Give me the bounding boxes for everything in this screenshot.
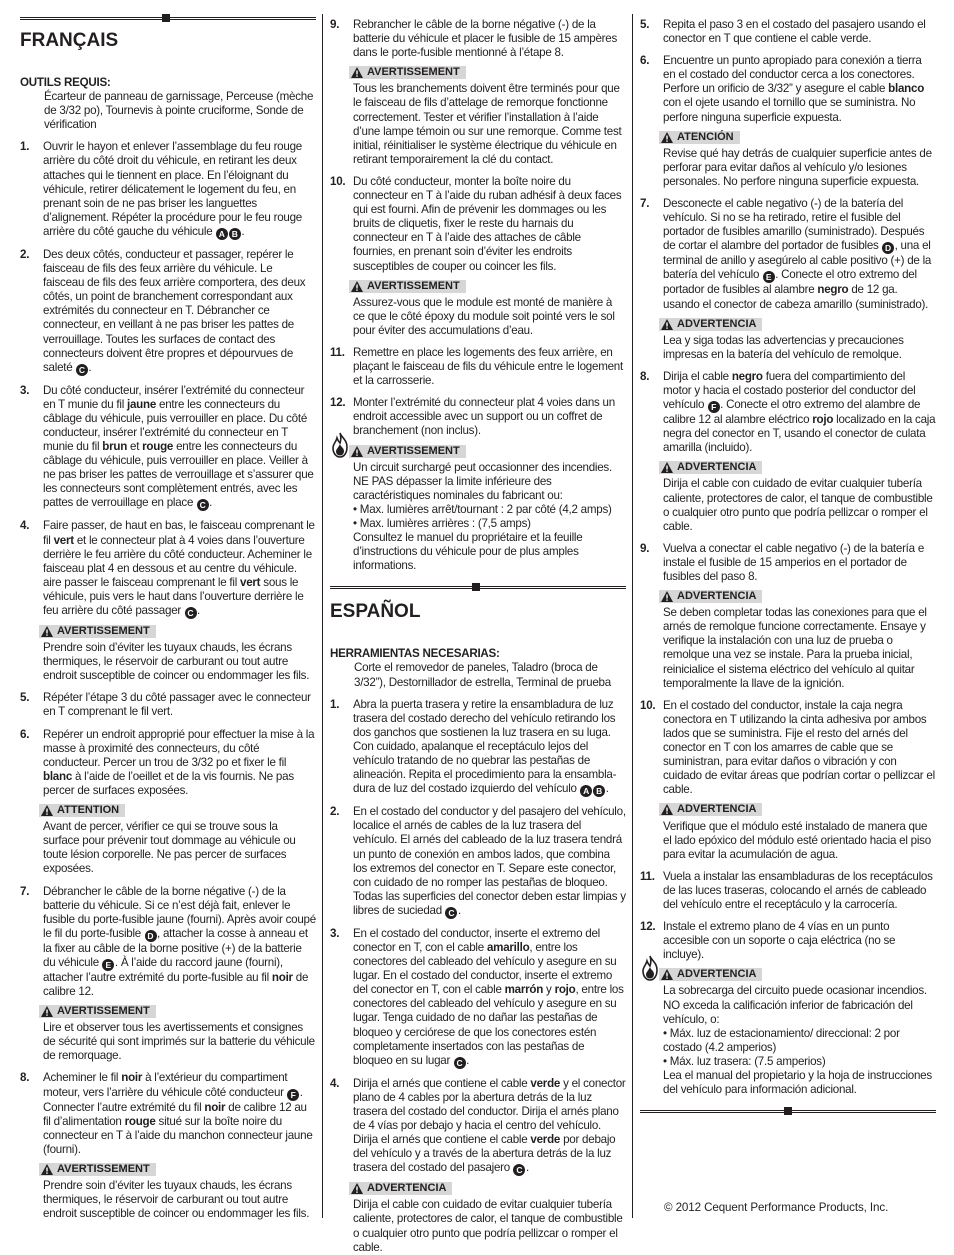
step-text: fuera del compartimiento del motor y hacia el costado posterior del conductor del vehículo	[663, 369, 916, 412]
step-number: 2.	[330, 805, 340, 819]
warning-label: AVERTISSEMENT	[367, 444, 460, 457]
step-text: En el costado del conductor, inserte el extremo del conector en T, con el cable	[353, 926, 600, 954]
step-text: Acheminer le fil	[43, 1071, 122, 1085]
step-text: situé sur la boîte noire du connecteur en T à l’aide du manchon connecteur jaune (fourni).	[43, 1114, 313, 1156]
step-number: 8.	[640, 369, 650, 383]
warning-triangle-icon	[661, 969, 673, 980]
warning-block	[43, 1163, 316, 1221]
warning-tag	[659, 131, 740, 144]
wire-color: blanco	[888, 82, 925, 96]
step-text: entre les connecteurs du câblage du véhicule, puis verrouiller en place. Veiller à ne pas briser les pattes de verrouillage et s’assurer que les connecteurs sont complètement entrés, avec les pattes de verrouillage en place	[43, 440, 314, 510]
warning-text: Lea el manual del propietario y la hoja de instrucciones del vehículo para información adicional.	[663, 1069, 932, 1097]
callout-f-icon: F	[708, 401, 720, 413]
wire-color: noir	[121, 1071, 143, 1085]
wire-color: amarillo	[486, 940, 530, 954]
warning-text: Un circuit surchargé peut occasionner des incendies. NE PAS dépasser la limite inférieure des caractéristiques nominales du fabricant ou:	[353, 460, 612, 502]
step-text: . Connecter l’autre extrémité du fil	[43, 1085, 303, 1114]
step-text: de 12 ga. usando el conector de cabeza amarillo (suministrado).	[663, 283, 929, 311]
warning-block	[663, 590, 936, 691]
step-text: Encuentre un punto apropiado para conexión a tierra en el costado del conductor cerca a los conectores. Perfore un orificio de 3/32” y asegure el cable	[663, 54, 922, 96]
step-number: 5.	[20, 691, 30, 705]
warning-triangle-icon	[41, 805, 53, 816]
step-text: Abra la puerta trasera y retire la ensambladura de luz trasera del costado derecho del vehículo retirando los dos ganchos que sostienen la luz trasera en su luga. Con cuidado, apalanque el receptáculo lejos del vehículo tratando de no quebrar las pestañas de alineación. Repita el procedimiento para la ensambla-dura de luz del costado izquierdo del vehículo	[353, 697, 617, 796]
warning-label: ADVERTENCIA	[677, 803, 757, 816]
wire-color: noir	[204, 1100, 226, 1114]
wire-color: verde	[530, 1133, 561, 1147]
warning-text: Revise qué hay detrás de cualquier superficie antes de perforar para evitar daños al vehículo y/o lesiones personales. No perfore ninguna superficie expuesta.	[663, 146, 932, 188]
warning-label: ADVERTENCIA	[367, 1182, 447, 1195]
warning-triangle-icon	[351, 446, 363, 457]
column-divider-2	[632, 14, 633, 1218]
warning-tag	[349, 445, 466, 458]
spanish-heading: ESPAÑOL	[330, 601, 421, 623]
warning-text: Prendre soin d’éviter les tuyaux chauds, les écrans thermiques, le réservoir de carburant ou tout autre endroit susceptible de coincer ou endommager les fils.	[43, 641, 310, 683]
attention-block	[43, 804, 316, 876]
step-text: Desconecte el cable negativo (-) de la batería del vehículo. Si no se ha retirado, retire el fusible del portador de fusibles amarillo (suministrado). Después de cortar el alambre del portador de fusibles	[663, 197, 925, 253]
paso-3: 3. En el costado del conductor, inserte el extremo del conector en T, con el cable amarillo, entre los conectores del cableado del vehículo y asegure en su lugar. En el costado del conductor, inserte el extremo del conector en T, con el cable marrón y rojo, entre los conectores del cableado del vehículo y asegure en su lugar. Tenga cuidado de no dañar las pestañas de bloqueo y cerciórese de que los conectores estén completamente insertados con las pestañas de bloqueo en su lugar C .	[330, 926, 624, 1068]
warning-triangle-icon	[41, 1164, 53, 1175]
warning-triangle-icon	[351, 1183, 363, 1194]
callout-a-icon: A	[580, 785, 592, 797]
callout-b-icon: B	[229, 228, 241, 240]
copyright: © 2012 Cequent Performance Products, Inc.	[664, 1200, 889, 1214]
paso-11	[640, 870, 936, 912]
step-number: 12.	[330, 396, 346, 410]
warning-triangle-icon	[661, 591, 673, 602]
warning-text: Tous les branchements doivent être terminés pour que le faisceau de fils d’attelage de remorque fonctionne correctement. Tester et vérifier l’installation à l’aide d’une lampe témoin ou sur une remorque. Comme test initial, réinitialiser le système électrique du véhicule en retirant temporairement la clé du contact.	[353, 82, 622, 166]
warning-tag	[39, 625, 156, 638]
step-text: Remettre en place les logements des feux arrière, en plaçant le faisceau de fils du véhicule entre le logement et la carrosserie.	[353, 345, 623, 388]
callout-f-icon: F	[287, 1089, 299, 1101]
warning-triangle-icon	[41, 626, 53, 637]
step-number: 3.	[20, 383, 30, 397]
warning-tag	[659, 318, 762, 331]
step-number: 7.	[20, 884, 30, 898]
step-text: Rebrancher le câble de la borne négative (-) de la batterie du véhicule et placer le fusible de 15 ampères dans le porte-fusible mentionné à l’étape 8.	[353, 18, 618, 60]
warning-block	[353, 66, 626, 167]
warning-label: ADVERTENCIA	[677, 968, 757, 981]
warning-label: AVERTISSEMENT	[57, 1005, 150, 1018]
warning-bullet: • Max. lumières arrêt/tournant : 2 par côté (4,2 amps)	[353, 502, 612, 516]
fire-warning-block	[353, 445, 626, 574]
warning-label: AVERTISSEMENT	[57, 625, 150, 637]
step-number: 10.	[640, 698, 656, 712]
warning-bullet: • Máx. luz de estacionamiento/ direccional: 2 por costado (4.2 amperios)	[663, 1026, 900, 1054]
warning-tag	[39, 1005, 156, 1018]
wire-color: verde	[530, 1076, 561, 1090]
warning-tag	[39, 1163, 156, 1176]
wire-color: rouge	[142, 440, 174, 454]
step-text: à l’aide de l’oeillet et de la vis fournis. Ne pas percer de surfaces exposées.	[43, 769, 294, 797]
step-text: Monter l’extrémité du connecteur plat 4 voies dans un endroit accessible avec un support ou un coffret de branchement (non inclus).	[353, 396, 615, 438]
step-text: . Conecte el otro extremo del alambre de calibre 12 al alambre eléctrico	[663, 398, 921, 427]
step-4: 4. Faire passer, de haut en bas, le faisceau comprenant le fil vert et le connecteur plat à 4 voies dans l’ouverture derrière le feu arrière du côté conducteur. Acheminer le faisceau plat 4 en dessous et au centre du véhicule. aire passer le faisceau comprenant le fil vert sous le véhicule, puis vers le haut dans l’ouverture derrière le feu arrière du côté passager C . AVERTISSEMENT Prendre soin d’éviter les tuyaux chauds, les écrans thermiques, le réservoir de carburant ou tout autre endroit susceptible de coincer ou endommager les fils.	[20, 519, 315, 683]
section-rule	[330, 583, 626, 591]
step-text: con el ojete usando el tornillo que se suministra. No perfore ninguna superficie expuesta.	[663, 96, 916, 124]
warning-block	[663, 803, 936, 861]
fire-hazard-icon	[329, 431, 351, 461]
warning-bullet: • Max. lumières arrières : (7,5 amps)	[353, 517, 531, 530]
warning-text: Dirija el cable con cuidado de evitar cualquier tubería caliente, protectores de calor, el tanque de combustible o cualquier otro punto que podría pellizcar o romper el cable.	[663, 477, 933, 533]
step-text: Repérer un endroit approprié pour effectuer la mise à la masse à proximité des connecteurs, du côté conducteur. Percer un trou de 3/32 po et fixer le fil	[43, 727, 315, 769]
step-text: entre les connecteurs du câblage du véhicule, puis verrouiller en place. Du côté conducteur, insérer l’extrémité du connecteur en T munie du fil	[43, 397, 308, 454]
warning-tag	[39, 804, 125, 817]
step-text: Dirija el cable	[663, 369, 732, 383]
warning-triangle-icon	[661, 462, 673, 473]
wire-color: marrón	[504, 983, 544, 997]
warning-block	[43, 625, 316, 683]
french-column	[20, 14, 316, 1225]
warning-text: Assurez-vous que le module est monté de manière à ce que le côté époxy du module soit pointé vers le sol pour éviter des accumulations d’eau.	[353, 295, 615, 337]
step-text: En el costado del conductor y del pasajero del vehículo, localice el arnés de cables de la luz trasera del vehículo. El arnés del cableado de la luz trasera tendrá un punto de conexión en ambos lados, que combina los extremos del conector en T. Separe este conector, con cuidado de no romper las pestañas de bloqueo. Todas las superficies del conector deben estar limpias y libres de suciedad	[353, 805, 626, 917]
step-number: 6.	[20, 727, 30, 741]
step-7	[20, 885, 316, 1064]
fire-hazard-icon	[639, 954, 661, 984]
callout-c-icon: C	[185, 607, 197, 619]
warning-tag	[659, 590, 762, 603]
warning-label: AVERTISSEMENT	[57, 1162, 150, 1175]
warning-label: ATTENTION	[57, 804, 120, 817]
wire-color: negro	[731, 369, 763, 383]
warning-block	[353, 280, 626, 338]
step-8	[20, 1071, 316, 1221]
warning-label: ATENCIÓN	[677, 130, 734, 143]
paso-5	[640, 18, 936, 46]
wire-color: vert	[53, 533, 74, 547]
wire-color: blanc	[43, 769, 73, 783]
step-number: 8.	[20, 1071, 30, 1085]
step-5	[20, 691, 316, 719]
warning-label: AVERTISSEMENT	[367, 66, 460, 79]
step-text: localizado en la caja negra del conector en T, usando el conector de culata amarilla (incluido).	[663, 413, 936, 455]
step-2: 2. Des deux côtés, conducteur et passager, repérer le faisceau de fils des feux arrière du véhicule. Le faisceau de fils des feux arrière comportera, des deux côtés, un point de branchement correspondant aux extrémités du connecteur en T. Débrancher ce connecteur, en veillant à ne pas briser les pattes de verrouillage. Toutes les surfaces de contact des connecteurs doivent être propres et dépourvues de saleté C .	[20, 247, 306, 375]
step-number: 3.	[330, 926, 340, 940]
step-text: Instale el extremo plano de 4 vías en un punto accesible con un soporte o caja eléctrica (no se incluye).	[663, 920, 896, 962]
warning-block	[353, 1182, 626, 1254]
warning-text: Avant de percer, vérifier ce qui se trouve sous la surface pour prévenir tout dommage au véhicule ou toute lésion corporelle. Ne pas percer de surfaces exposées.	[43, 820, 296, 876]
step-10	[330, 175, 626, 338]
step-text: , entre los conectores del cableado del vehículo y asegure en su lugar. Tenga cuidado de no dañar las pestañas de bloqueo y cerciórese de que los conectores estén completamente insertados con las pestañas de bloqueo en su lugar	[353, 983, 624, 1067]
step-text: Repita el paso 3 en el costado del pasajero usando el conector en T que contiene el cable verde.	[663, 18, 926, 46]
column-divider-1	[322, 14, 323, 1218]
french-heading: FRANÇAIS	[20, 30, 119, 51]
wire-color: negro	[817, 283, 849, 297]
attention-block	[663, 131, 936, 189]
paso-2: 2. En el costado del conductor y del pasajero del vehículo, localice el arnés de cables de la luz trasera del vehículo. El arnés del cableado de la luz trasera tendrá un punto de conexión en ambos lados, que combina los extremos del conector en T. Separe este conector, con cuidado de no romper las pestañas de bloqueo. Todas las superficies del conector deben estar limpias y libres de suciedad C .	[330, 805, 626, 918]
callout-a-icon: A	[216, 228, 228, 240]
warning-text: Verifique que el módulo esté instalado de manera que el lado epóxico del módulo esté orientado hacia el piso para evitar la acumulación de agua.	[663, 819, 931, 861]
step-text: , entre los conectores del cableado del vehículo y asegure en su lugar. En el costado del conductor, inserte el extremo del conector en T, con el cable	[353, 940, 617, 997]
paso-12	[640, 920, 936, 1097]
warning-text: La sobrecarga del circuito puede ocasionar incendios. NO exceda la calificación inferior de fabricación del vehículo, o:	[663, 984, 927, 1026]
callout-d-icon: D	[145, 930, 157, 942]
step-text: Vuela a instalar las ensambladuras de los receptáculos de las luces traseras, colocando el arnés de cableado del vehículo entre el receptáculo y la carrocería.	[663, 869, 933, 911]
step-text: et	[127, 440, 143, 454]
step-6	[20, 728, 316, 877]
step-number: 11.	[640, 869, 655, 883]
step-text: de calibre 12 au fil d’alimentation	[43, 1100, 307, 1128]
step-number: 12.	[640, 920, 656, 934]
warning-triangle-icon	[351, 67, 363, 78]
warning-bullet: • Máx. luz trasera: (7.5 amperios)	[663, 1054, 826, 1068]
paso-6	[640, 54, 936, 189]
step-text: à l’extérieur du compartiment moteur, vers l’arrière du véhicule côté conducteur	[43, 1071, 288, 1099]
wire-color: brun	[102, 440, 128, 454]
warning-tag	[349, 1182, 452, 1195]
middle-column	[330, 14, 626, 1254]
warning-text: Consultez le manuel du propriétaire et la feuille d’instructions du véhicule pour de plus amples informations.	[353, 531, 583, 573]
step-number: 1.	[20, 140, 30, 154]
step-text: , una el terminal de anillo y asegúrelo al cable positivo (+) de la batería del vehículo	[663, 239, 932, 282]
warning-block	[43, 1005, 316, 1063]
step-number: 5.	[640, 18, 650, 31]
step-text: Dirija el arnés que contiene el cable	[353, 1076, 531, 1090]
warning-label: ADVERTENCIA	[677, 317, 757, 330]
step-number: 4.	[20, 519, 30, 533]
step-text: Du côté conducteur, monter la boîte noire du connecteur en T à l’aide du ruban adhésif à deux faces qui est fourni. Afin de prévenir les dommages ou les bruits de cliquetis, fixer le reste du harnais du connecteur en T à l’aide des attaches de câble fournies, en prenant soin d’éviter les endroits susceptibles de couper ou coincer les fils.	[353, 174, 622, 273]
warning-block	[663, 318, 936, 362]
warning-label: ADVERTENCIA	[677, 590, 757, 603]
callout-c-icon: C	[454, 1057, 466, 1069]
step-text: Du côté conducteur, insérer l’extrémité du connecteur en T munie du fil	[43, 383, 305, 411]
step-text: sous le véhicule, puis vers le haut dans l’ouverture derrière le feu arrière du côté passager	[43, 575, 304, 617]
paso-7	[640, 197, 936, 362]
step-number: 7.	[640, 197, 650, 211]
wire-color: vert	[240, 575, 261, 589]
section-rule	[20, 14, 316, 22]
wire-color: jaune	[127, 397, 157, 411]
step-text: de calibre 12.	[43, 970, 309, 998]
step-text: y el conector plano de 4 cables por la abertura detrás de la luz trasera del costado del conductor. Dirija el arnés plano de 4 vías por debajo y hacia el centro del vehículo. Dirija el arnés que contiene el cable	[353, 1076, 626, 1147]
wire-color: rouge	[124, 1114, 156, 1128]
warning-tag	[659, 461, 762, 474]
callout-c-icon: C	[513, 1164, 525, 1176]
callout-e-icon: E	[763, 271, 775, 283]
step-number: 2.	[20, 247, 30, 261]
warning-tag	[659, 968, 762, 981]
right-column	[640, 14, 936, 1225]
warning-block	[663, 461, 936, 533]
callout-c-icon: C	[197, 499, 209, 511]
step-text: Ouvrir le hayon et enlever l’assemblage du feu rouge arrière du côté droit du véhicule, en retirant les deux attaches qui le tiennent en place. En l’éloignant du véhicule, retirer délicatement le logement du feu, en prenant soin de ne pas briser les languettes d’alignement. Répéter la procédure pour le feu rouge arrière du côté gauche du véhicule	[43, 140, 302, 238]
warning-text: Dirija el cable con cuidado de evitar cualquier tubería caliente, protectores de calor, el tanque de combustible o cualquier otro punto que podría pellizcar o romper el cable.	[353, 1198, 623, 1254]
warning-triangle-icon	[41, 1006, 53, 1017]
step-text: En el costado del conductor, instale la caja negra conectora en T utilizando la cinta adhesiva por ambos lados que se suministra. Fije el resto del arnés del conector en T con los amarres de cable que se suministran, para evitar daños o vibración y con cuidado de evitar áreas que podrían cortar o pellizcar el cable.	[663, 698, 935, 797]
tools-text: Écarteur de panneau de garnissage, Perceuse (mèche de 3/32 po), Tournevis à pointe cruciforme, Sonde de vérification	[44, 90, 314, 132]
step-text: Débrancher le câble de la borne négative (-) de la batterie du véhicule. Si ce n’est déjà fait, enlever le fusible du porte-fusible jaune (fourni). Après avoir coupé le fil du porte-fusible	[43, 884, 316, 940]
step-text: Vuelva a conectar el cable negativo (-) de la batería e instale el fusible de 15 amperios en el portador de fusibles del paso 8.	[663, 541, 925, 583]
warning-text: Lea y siga todas las advertencias y precauciones impresas en la batería del vehículo de remolque.	[663, 333, 904, 361]
step-number: 9.	[640, 541, 650, 555]
warning-triangle-icon	[661, 319, 673, 330]
step-3: 3. Du côté conducteur, insérer l’extrémité du connecteur en T munie du fil jaune entre les connecteurs du câblage du véhicule, puis verrouiller en place. Du côté conducteur, insérer l’extrémité du connecteur en T munie du fil brun et rouge entre les connecteurs du câblage du véhicule, puis verrouiller en place. Veiller à ne pas briser les pattes de verrouillage et s’assurer que les connecteurs sont complètement entrés, avec les pattes de verrouillage en place C .	[20, 383, 314, 511]
wire-color: rojo	[812, 413, 834, 427]
step-number: 4.	[330, 1076, 340, 1090]
step-1: 1. Ouvrir le hayon et enlever l’assemblage du feu rouge arrière du côté droit du véhicule, en retirant les deux attaches qui le tiennent en place. En l’éloignant du véhicule, retirer délicatement le logement du feu, en prenant soin de ne pas briser les languettes d’alignement. Répéter la procédure pour le feu rouge arrière du côté gauche du véhicule A B .	[20, 140, 302, 239]
step-text: por debajo del vehículo y a través de la abertura detrás de la luz trasera del costado del pasajero	[353, 1133, 616, 1175]
wire-color: rojo	[554, 983, 576, 997]
warning-triangle-icon	[661, 132, 673, 143]
callout-c-icon: C	[445, 907, 457, 919]
tools-label: HERRAMIENTAS NECESARIAS:	[330, 647, 500, 661]
step-text: et le connecteur plat à 4 voies dans l’ouverture derrière le feu arrière du côté conducteur. Acheminer le faisceau plat 4 en dessous et au centre du véhicule. aire passer le faisceau comprenant le fil	[43, 533, 312, 589]
step-number: 9.	[330, 18, 340, 31]
paso-10	[640, 699, 936, 862]
warning-tag	[659, 803, 762, 816]
warning-tag	[349, 66, 466, 79]
step-9	[330, 18, 626, 167]
tools-text: Corte el removedor de paneles, Taladro (broca de 3/32”), Destornillador de estrella, Terminal de prueba	[354, 661, 611, 689]
warning-label: ADVERTENCIA	[677, 461, 757, 474]
step-number: 11.	[330, 345, 345, 359]
paso-9	[640, 542, 936, 691]
callout-b-icon: B	[593, 785, 605, 797]
fire-warning-block	[663, 968, 936, 1097]
wire-color: noir	[271, 970, 293, 984]
warning-label: AVERTISSEMENT	[367, 279, 460, 292]
step-text: Répéter l’étape 3 du côté passager avec le connecteur en T comprenant le fil vert.	[43, 691, 311, 719]
paso-1: 1. Abra la puerta trasera y retire la ensambladura de luz trasera del costado derecho del vehículo retirando los dos ganchos que sostienen la luz trasera en su luga. Con cuidado, apalanque el receptáculo lejos del vehículo tratando de no quebrar las pestañas de alineación. Repita el procedimiento para la ensambla-dura de luz del costado izquierdo del vehículo A B .	[330, 697, 617, 797]
warning-tag	[349, 280, 466, 293]
warning-text: Lire et observer tous les avertissements et consignes de sécurité qui sont imprimés sur la batterie du véhicule de remorquage.	[43, 1021, 315, 1063]
step-text: . À l’aide du raccord jaune (fourni), attacher l’autre extrémité du porte-fusible au fil	[43, 955, 283, 984]
step-number: 6.	[640, 54, 650, 68]
warning-triangle-icon	[661, 804, 673, 815]
callout-d-icon: D	[882, 242, 894, 254]
step-text: , attacher la cosse à anneau et la fixer au câble de la borne positive (+) de la batterie du véhicule	[43, 926, 308, 969]
warning-text: Se deben completar todas las conexiones para que el arnés de remolque funcione correctamente. Ensaye y verifique la instalación con una luz de prueba o remolque una vez se instale. Para la prueba inicial, reinicialice el sistema eléctrico del vehículo al quitar temporalmente la llave de la ignición.	[663, 606, 927, 690]
warning-triangle-icon	[351, 281, 363, 292]
tools-label: OUTILS REQUIS:	[20, 76, 111, 89]
warning-text: Prendre soin d’éviter les tuyaux chauds, les écrans thermiques, le réservoir de carburant ou tout autre endroit susceptible de coincer ou endommager les fils.	[43, 1179, 310, 1221]
step-text: y	[543, 983, 555, 997]
callout-e-icon: E	[102, 959, 114, 971]
callout-c-icon: C	[76, 364, 88, 376]
paso-4: 4. Dirija el arnés que contiene el cable verde y el conector plano de 4 cables por la abertura detrás de la luz trasera del costado del conductor. Dirija el arnés plano de 4 vías por debajo y hacia el centro del vehículo. Dirija el arnés que contiene el cable verde por debajo del vehículo y a través de la abertura detrás de la luz trasera del costado del pasajero C . ADVERTENCIA Dirija el cable con cuidado de evitar cualquier tubería caliente, protectores de calor, el tanque de combustible o cualquier otro punto que podría pellizcar o romper el cable.	[330, 1076, 626, 1254]
step-text: Faire passer, de haut en bas, le faisceau comprenant le fil	[43, 519, 315, 547]
section-rule	[640, 1107, 936, 1115]
step-number: 1.	[330, 697, 340, 711]
step-number: 10.	[330, 174, 346, 188]
paso-8	[640, 370, 936, 534]
step-text: Des deux côtés, conducteur et passager, repérer le faisceau de fils des feux arrière du véhicule. Le faisceau de fils des feux arrière comportera, des deux côtés, un point de branchement correspondant aux extrémités du connecteur en T. Débrancher ce connecteur, en veillant à ne pas briser les pattes de verrouillage. Toutes les surfaces de contact des connecteurs doivent être propres et dépourvues de saleté	[43, 247, 306, 374]
step-12	[330, 396, 626, 573]
step-11	[330, 346, 626, 388]
step-text: . Conecte el otro extremo del portador de fusibles al alambre	[663, 268, 917, 297]
